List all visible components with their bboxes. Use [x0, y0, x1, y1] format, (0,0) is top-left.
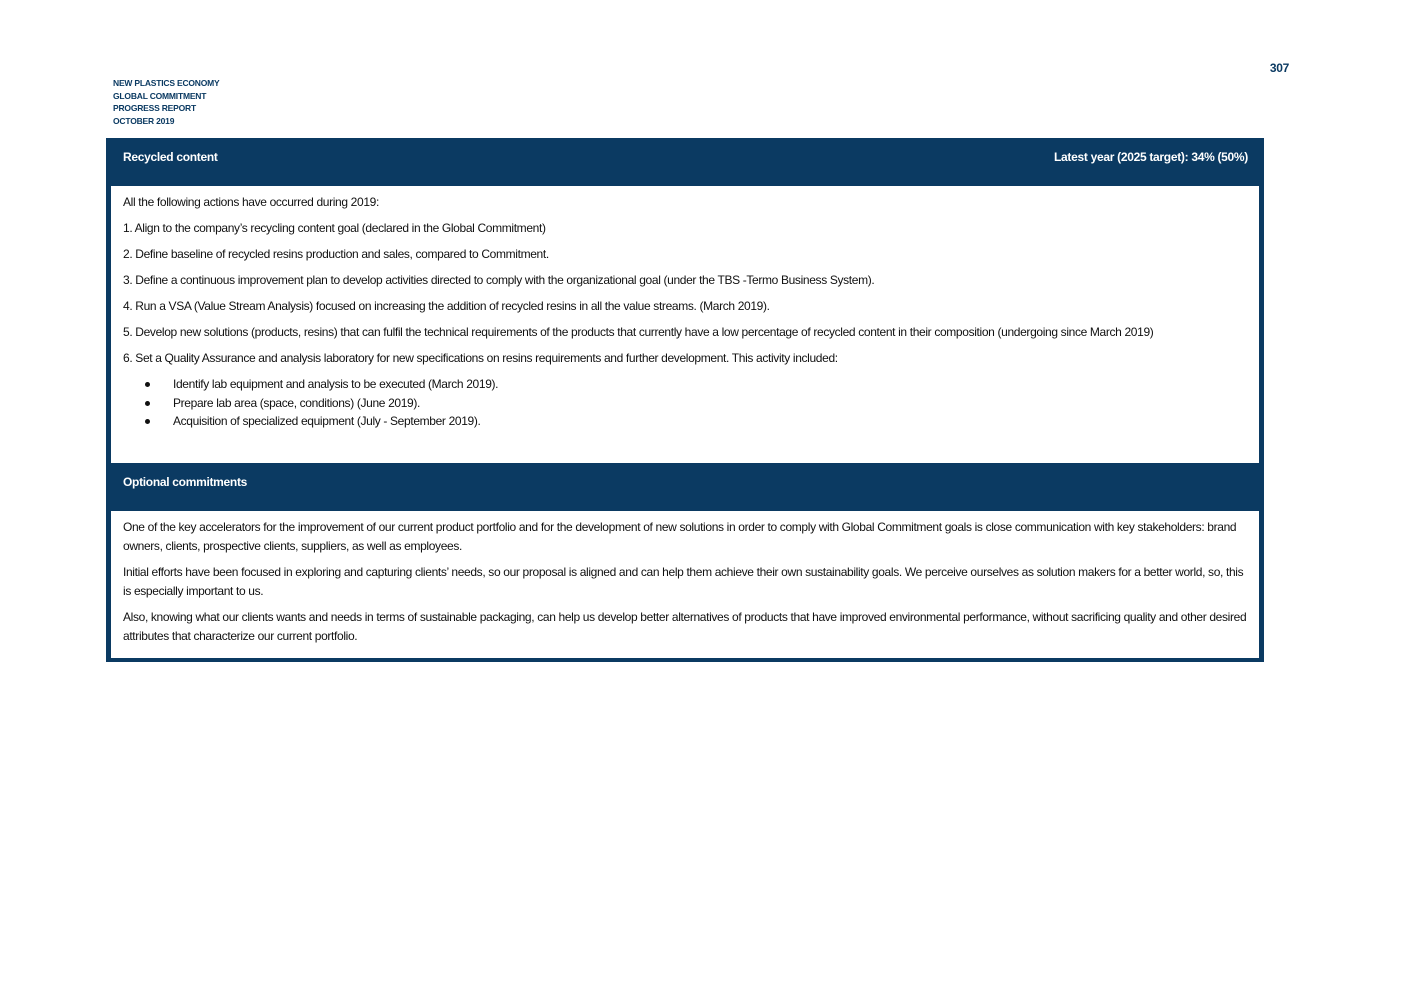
list-item: Acquisition of specialized equipment (July - September 2019). [123, 412, 1249, 431]
optional-commitments-title: Optional commitments [123, 475, 248, 489]
body-paragraph: 1. Align to the company’s recycling content goal (declared in the Global Commitment) [123, 221, 546, 235]
report-header-line: OCTOBER 2019 [113, 115, 175, 126]
list-item: Prepare lab area (space, conditions) (June 2019). [123, 394, 1249, 413]
recycled-content-body [111, 186, 1259, 463]
lab-activities-list [123, 375, 1249, 431]
recycled-content-header [106, 138, 1264, 186]
recycled-content-target: Latest year (2025 target): 34% (50%) [1054, 150, 1248, 164]
body-paragraph: 5. Develop new solutions (products, resins) that can fulfil the technical requirements of the products that currently have a low percentage of recycled content in their composition (undergoing since March 2019) [123, 325, 1154, 339]
report-header-line: NEW PLASTICS ECONOMY [113, 78, 220, 88]
list-item: Identify lab equipment and analysis to be executed (March 2019). [123, 375, 1249, 394]
report-header-line: GLOBAL COMMITMENT [113, 90, 207, 101]
body-paragraph: 6. Set a Quality Assurance and analysis laboratory for new specifications on resins requirements and further development. This activity included: [123, 351, 838, 365]
report-header-line: PROGRESS REPORT [113, 103, 196, 113]
optional-commitments-body [111, 511, 1259, 658]
body-paragraph: 2. Define baseline of recycled resins production and sales, compared to Commitment. [123, 247, 549, 261]
body-paragraph: 3. Define a continuous improvement plan to develop activities directed to comply with the organizational goal (under the TBS -Termo Business System). [123, 273, 875, 287]
body-paragraph: Initial efforts have been focused in exploring and capturing clients’ needs, so our proposal is aligned and can help them achieve their own sustainability goals. We perceive ourselves as solution makers for a better world, so, this is especially important to us. [123, 565, 1244, 598]
page-number: 307 [1269, 61, 1289, 75]
report-header [113, 77, 220, 127]
body-paragraph: 4. Run a VSA (Value Stream Analysis) focused on increasing the addition of recycled resins in all the value streams. (March 2019). [123, 299, 770, 313]
body-paragraph: All the following actions have occurred during 2019: [123, 195, 379, 209]
body-paragraph: Also, knowing what our clients wants and needs in terms of sustainable packaging, can help us develop better alternatives of products that have improved environmental performance, without sacrificing quality and other desired attributes that characterize our current portfolio. [123, 610, 1247, 643]
body-paragraph: One of the key accelerators for the improvement of our current product portfolio and for the development of new solutions in order to comply with Global Commitment goals is close communication with key stakeholders: brand owners, clients, prospective clients, suppliers, as well as employees. [123, 520, 1237, 553]
commitment-panel [106, 138, 1264, 662]
recycled-content-title: Recycled content [123, 150, 218, 164]
optional-commitments-header [106, 463, 1264, 511]
